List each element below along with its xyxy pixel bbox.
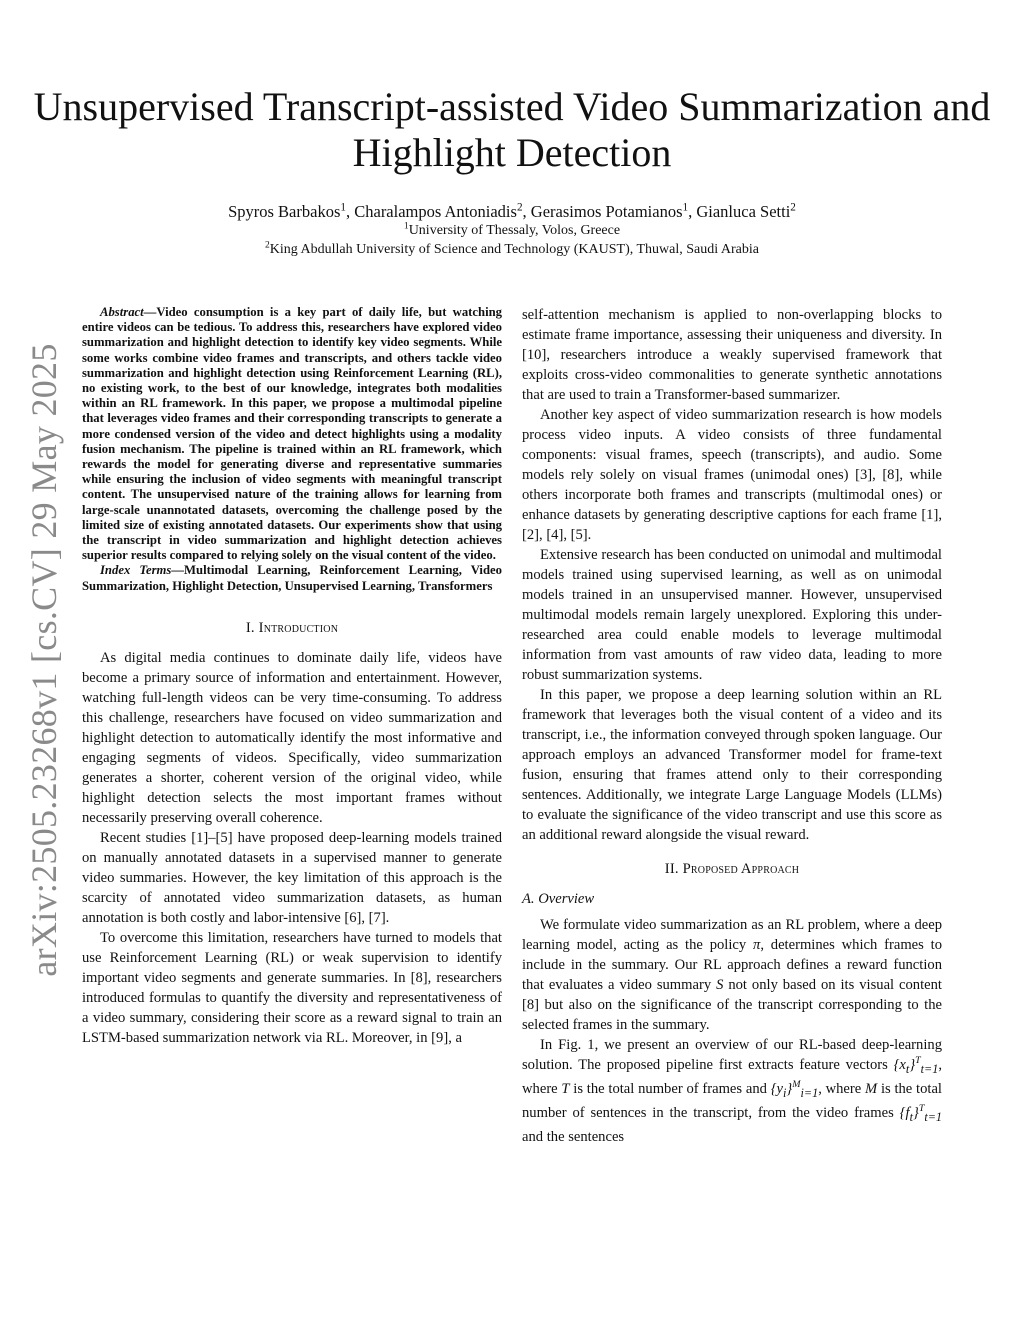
math-t: T: [561, 1080, 570, 1097]
math-part: }: [909, 1057, 916, 1073]
text-run: , where: [818, 1080, 866, 1097]
math-part: t=1: [924, 1109, 942, 1124]
math-part: t: [909, 1109, 913, 1124]
author-name: Charalampos Antoniadis: [354, 202, 517, 221]
abstract-label: Abstract—: [100, 305, 157, 319]
paper-title: Unsupervised Transcript-assisted Video Summarization and Highlight Detection: [33, 84, 991, 175]
math-part: }: [912, 1104, 919, 1121]
paragraph: As digital media continues to dominate daily life, videos have become a primary source of information and entertainment. However, watching full-length videos can be very time-consuming. To address this challenge, researchers have focused on video summarization and highlight detection to automatically identify the most informative and engaging segments of videos. Specifically, video summarization generates a shorter, coherent version of the original video, while highlight detection selects the most important frames without necessarily preserving overall coherence.: [82, 649, 502, 826]
math-pi: π: [753, 937, 761, 953]
index-terms-label: Index Terms—: [100, 563, 185, 578]
abstract: [82, 305, 502, 563]
affiliation-mark: 1: [682, 201, 689, 214]
math-summary-s: S: [716, 977, 724, 993]
section-heading: [82, 618, 502, 638]
math-part: i: [783, 1085, 787, 1100]
affiliation-mark: 2: [790, 201, 796, 214]
author-name: Gerasimos Potamianos: [530, 202, 683, 221]
text-run: , determines which frames to include in the summary. Our RL approach defines a reward function that evaluates a video summary: [522, 937, 942, 993]
index-terms: [82, 563, 502, 593]
right-column: [522, 305, 942, 1147]
math-m: M: [865, 1080, 878, 1097]
author-name: Spyros Barbakos: [228, 202, 341, 221]
paragraph: self-attention mechanism is applied to non-overlapping blocks to estimate frame importance, assessing their uniqueness and diversity. In [10], researchers introduce a weakly supervised framework that exploits cross-video commonalities to generate synthetic annotations that are used to train a Transformer-based summarizer.: [522, 307, 942, 403]
math-part: M: [792, 1079, 801, 1091]
text-run: is the total number of frames and: [569, 1080, 771, 1097]
math-part: }: [786, 1080, 793, 1097]
abstract-text: Video consumption is a key part of daily life, but watching entire videos can be tedious. To address this, researchers have explored video summarization and highlight detection to identify key video segments. While some works combine video frames and transcripts, and others tackle video summarization and highlight detection using Reinforcement Learning (RL), no existing work, to the best of our knowledge, integrates both modalities within an RL framework. In this paper, we propose a multimodal pipeline that leverages video frames and their corresponding transcripts to generate a more condensed version of the video and detect highlights using a modality fusion mechanism. The pipeline is trained within an RL framework, which rewards the model for generating diverse and representative summaries while ensuring the inclusion of video segments with meaningful transcript content. The unsupervised nature of the training allows for learning from large-scale unannotated datasets, overcoming the challenge posed by the limited size of existing annotated datasets. Our experiments show that using the transcript in video summarization and highlight detection achieves superior results compared to relying solely on the visual content of the video.: [82, 305, 502, 563]
paragraph: Another key aspect of video summarization research is how models process video inputs. A video consists of three fundamental components: visual frames, speech (transcripts), and audio. Some models rely solely on visual frames (unimodal ones) [3], [8], while others incorporate both frames and transcripts (multimodal ones) or enhance datasets by generating descriptive captions for each frame [1], [2], [4], [5].: [522, 407, 942, 543]
math-part: {f: [899, 1104, 910, 1121]
section-number: I.: [245, 619, 255, 636]
arxiv-identifier: arXiv:2505.23268v1 [cs.CV] 29 May 2025: [24, 343, 64, 977]
math-part: T: [915, 1055, 921, 1067]
text-run: , where: [522, 1057, 942, 1097]
affiliation-mark: 1: [340, 201, 346, 214]
affiliation-line: [0, 241, 1024, 259]
section-title: Proposed Approach: [682, 861, 800, 877]
math-part: {x: [893, 1057, 906, 1073]
subsection-heading: A. Overview: [522, 891, 595, 907]
paragraph: To overcome this limitation, researchers have turned to models that use Reinforcement Learning (RL) or weak supervision to identify important video segments and generate summaries. In [8], researchers introduced formulas to quantify the diversity and representativeness of a video summary, considering their score as a reward signal to train an LSTM-based summarization network via RL. Moreover, in [9], a: [82, 929, 502, 1046]
math-y-set: [770, 1079, 819, 1100]
text-run: not only based on its visual content [8] but also on the significance of the transcript corresponding to the selected frames in the summary.: [522, 977, 942, 1033]
math-part: {y: [770, 1080, 784, 1097]
index-terms-text: Multimodal Learning, Reinforcement Learning, Video Summarization, Highlight Detection, Unsupervised Learning, Transformers: [82, 563, 502, 593]
math-part: T: [918, 1102, 925, 1114]
affiliation-line: [0, 222, 1024, 240]
paragraph: [522, 915, 942, 1035]
text-run: and the sentences: [522, 1128, 625, 1145]
affiliation-mark: 1: [403, 221, 409, 232]
paragraph: Recent studies [1]–[5] have proposed deep-learning models trained on manually annotated datasets in a supervised manner to generate video summaries. However, the key limitation of this approach is the scarcity of annotated video summarization datasets, as human annotation is both costly and labor-intensive [6], [7].: [82, 829, 502, 926]
text-run: We formulate video summarization as an RL problem, where a deep learning model, acting as the policy: [522, 917, 942, 953]
math-part: i=1: [800, 1085, 819, 1100]
left-column: [82, 305, 502, 1048]
paragraph: [522, 1035, 942, 1147]
paragraph: Extensive research has been conducted on unimodal and multimodal models trained using supervised learning, as well as on unimodal models trained in an unsupervised manner. However, unsupervised multimodal models remain largely unexplored. Exploring this under-researched area could enable models to leverage multimodal information from vast amounts of raw video data, leading to more robust summarization systems.: [522, 547, 942, 683]
affiliation-mark: 2: [516, 201, 523, 214]
affiliation-text: King Abdullah University of Science and Technology (KAUST), Thuwal, Saudi Arabia: [269, 242, 759, 257]
affiliation-mark: 2: [265, 240, 270, 251]
math-part: t: [905, 1061, 910, 1076]
text-run: In Fig. 1, we present an overview of our RL-based deep-learning solution. The proposed pipeline first extracts feature vectors: [522, 1037, 942, 1073]
math-part: t=1: [920, 1061, 939, 1076]
section-number: II.: [664, 861, 679, 877]
paragraph: In this paper, we propose a deep learning solution within an RL framework that leverages both the visual content of a video and its transcript, i.e., the information conveyed through spoken language. Our approach employs an advanced Transformer model for frame-text fusion, ensuring that frames attend only to their corresponding sentences. Additionally, we integrate Large Language Models (LLMs) to evaluate the significance of the video transcript and use this score as an additional reward alongside the visual reward.: [522, 687, 942, 843]
math-x-set: [893, 1055, 939, 1076]
arxiv-watermark: [24, 343, 64, 977]
author-name: Gianluca Setti: [696, 202, 791, 221]
math-f-set: [899, 1102, 942, 1124]
section-heading: [522, 859, 942, 879]
author-list: Spyros Barbakos$^1$, Charalampos Antoniadis$^2$, Gerasimos Potamianos$^1$, Gianluca Setti$^2$: [228, 201, 796, 221]
text-run: is the total number of sentences in the transcript, from the video frames: [522, 1080, 942, 1121]
affiliation-text: University of Thessaly, Volos, Greece: [408, 223, 621, 238]
section-title: Introduction: [258, 619, 339, 636]
